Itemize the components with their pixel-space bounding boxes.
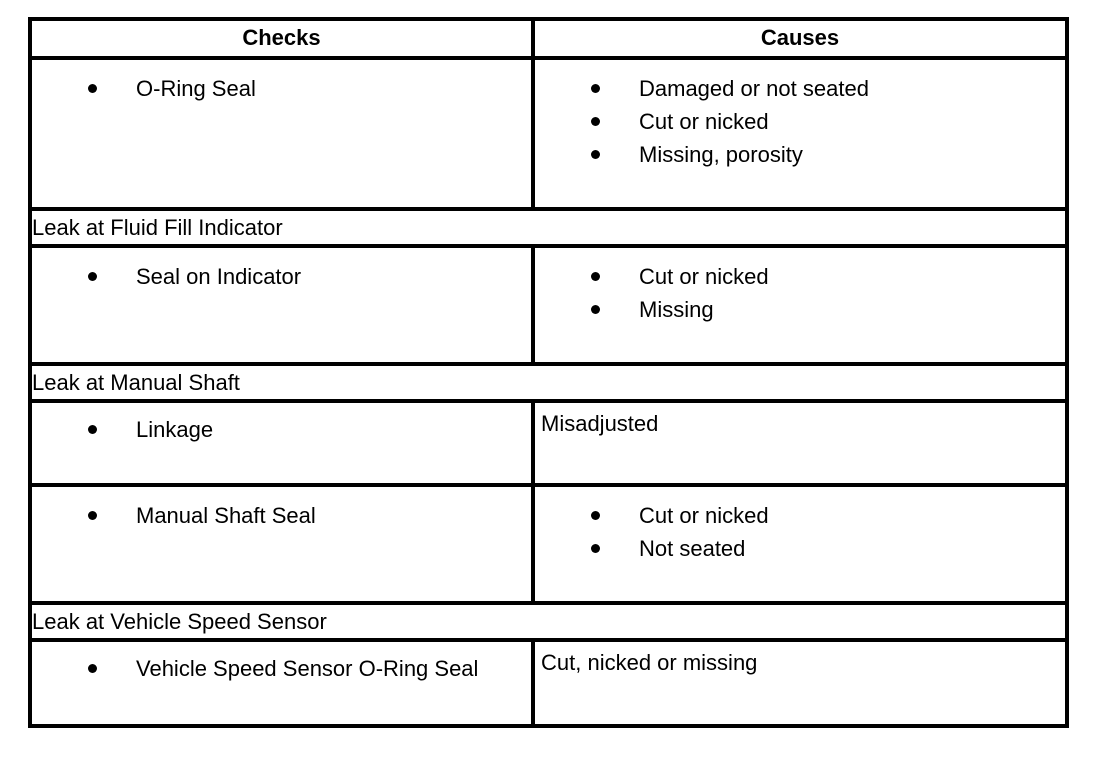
cause-cell [533,401,1067,485]
check-item: Seal on Indicator [32,260,531,293]
cause-cell [533,640,1067,726]
cause-item: Cut or nicked [535,105,1065,138]
cause-item: Cut or nicked [535,260,1065,293]
table-row [30,246,1067,364]
bullet-icon [591,117,600,126]
header-row [30,19,1067,58]
cause-item: Missing, porosity [535,138,1065,171]
section-row [30,209,1067,246]
bullet-icon [591,544,600,553]
table-row [30,640,1067,726]
checks-header: Checks [30,19,533,58]
bullet-icon [591,272,600,281]
bullet-icon [88,84,97,93]
section-row [30,364,1067,401]
check-item: O-Ring Seal [32,72,531,105]
cause-item: Damaged or not seated [535,72,1065,105]
check-cell [30,640,533,726]
bullet-icon [88,272,97,281]
check-item: Vehicle Speed Sensor O-Ring Seal [32,652,531,685]
check-item: Manual Shaft Seal [32,499,531,532]
check-item: Linkage [32,413,531,446]
cause-cell [533,246,1067,364]
cause-cell [533,485,1067,603]
section-title: Leak at Manual Shaft [30,364,1067,401]
bullet-icon [88,664,97,673]
check-cell [30,485,533,603]
check-cell [30,246,533,364]
bullet-icon [591,511,600,520]
cause-text: Misadjusted [541,411,659,436]
bullet-icon [88,425,97,434]
cause-cell [533,58,1067,209]
table-row [30,485,1067,603]
check-cell [30,58,533,209]
cause-item: Not seated [535,532,1065,565]
diagnostic-table [28,17,1069,728]
bullet-icon [591,305,600,314]
bullet-icon [591,150,600,159]
section-title: Leak at Fluid Fill Indicator [30,209,1067,246]
causes-header: Causes [533,19,1067,58]
check-cell [30,401,533,485]
bullet-icon [591,84,600,93]
section-title: Leak at Vehicle Speed Sensor [30,603,1067,640]
bullet-icon [88,511,97,520]
section-row [30,603,1067,640]
cause-text: Cut, nicked or missing [541,650,758,675]
table-row [30,401,1067,485]
table-row [30,58,1067,209]
cause-item: Missing [535,293,1065,326]
cause-item: Cut or nicked [535,499,1065,532]
